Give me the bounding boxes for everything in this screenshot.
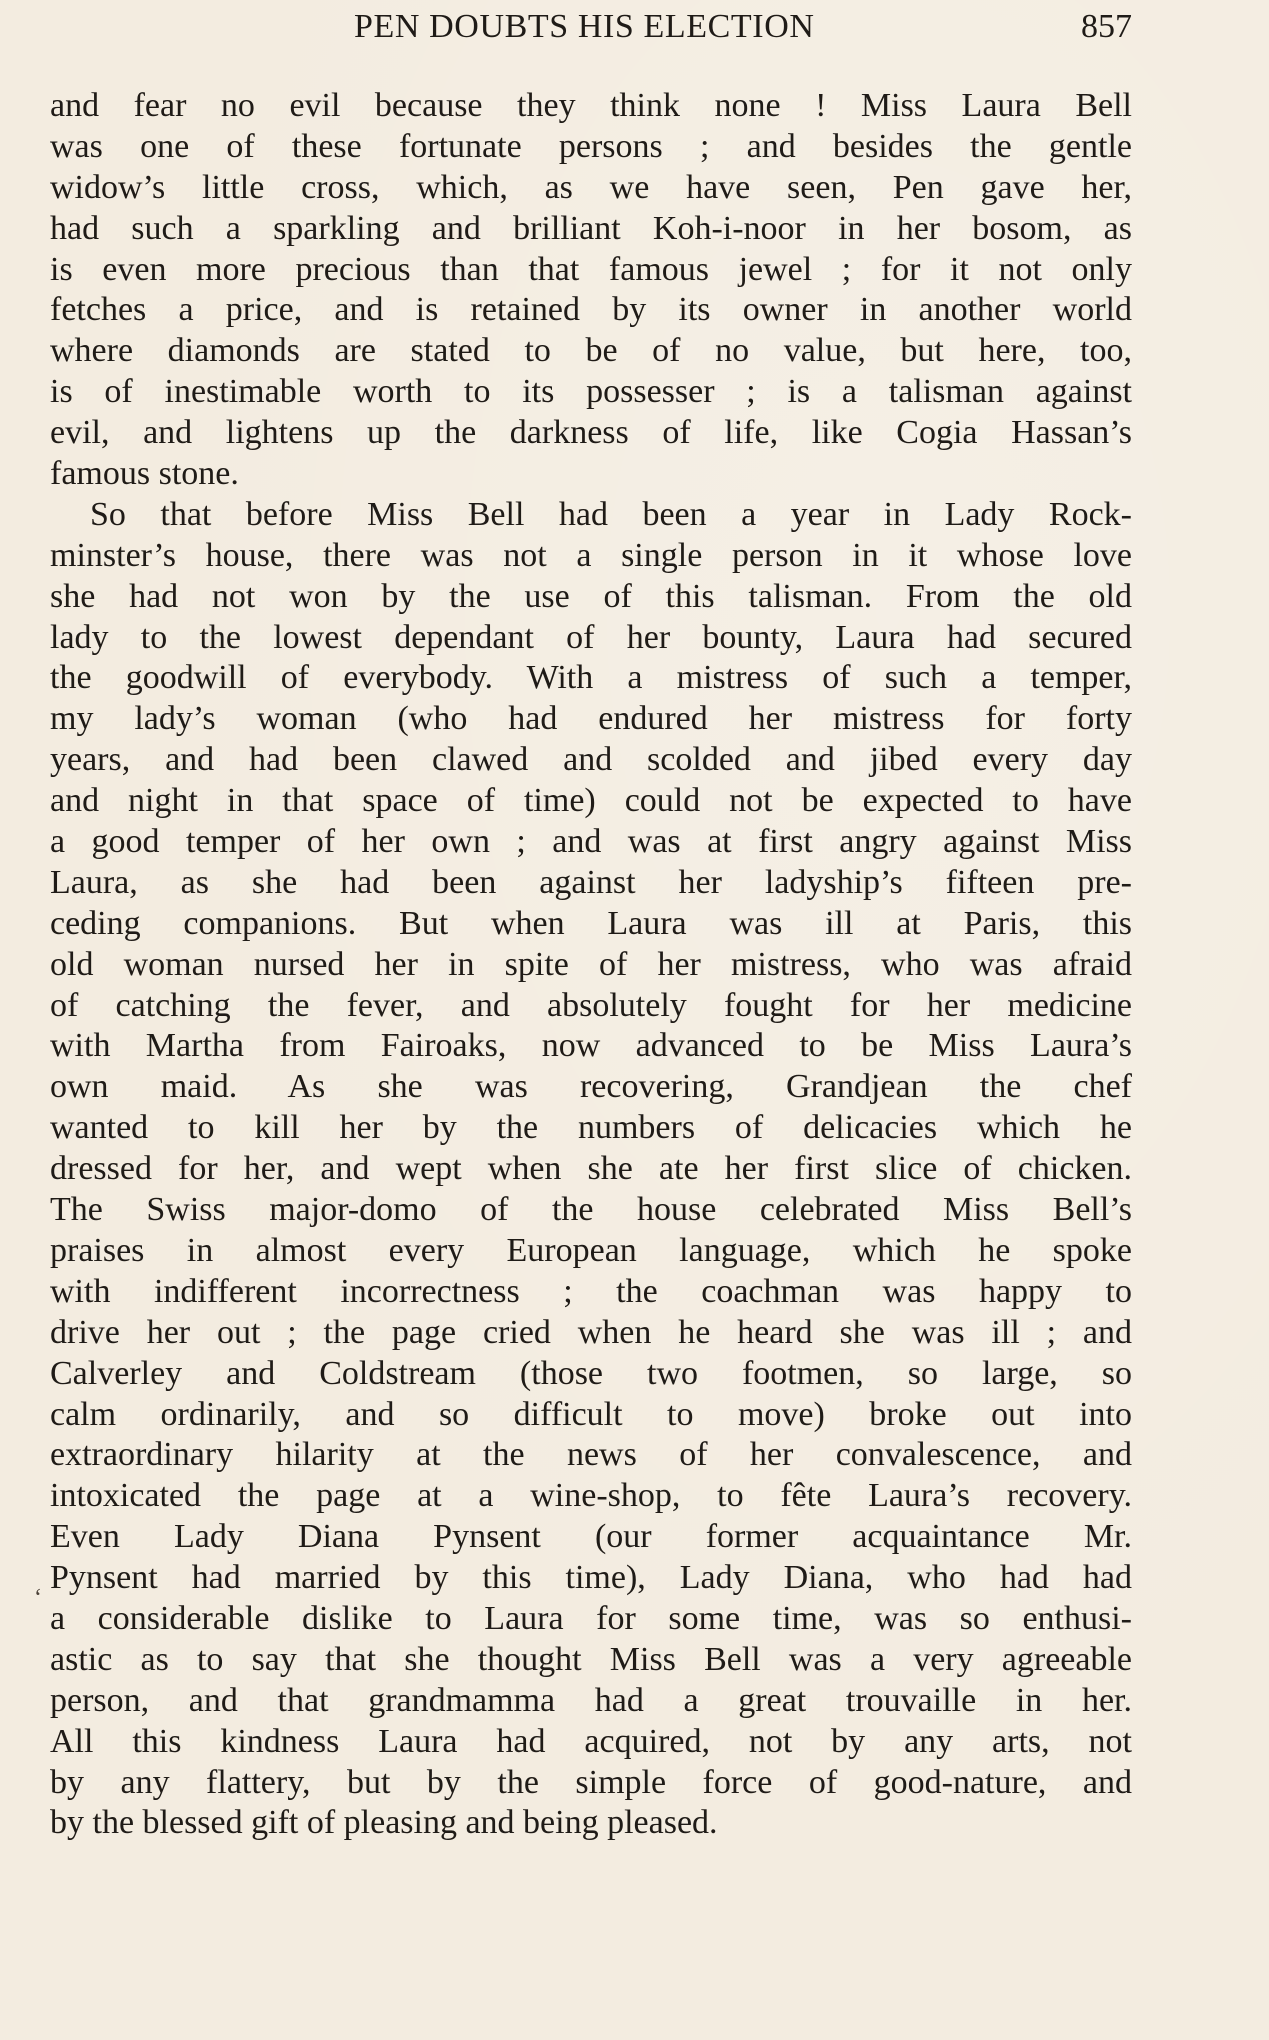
text-line: minster’s house, there was not a single person in it whose love [50, 536, 1132, 574]
text-line: drive her out ; the page cried when he heard she was ill ; and [50, 1313, 1132, 1351]
page-number: 857 [1081, 8, 1132, 45]
text-line: of catching the fever, and absolutely fought for her medicine [50, 986, 1132, 1024]
text-line: famous stone. [50, 455, 239, 493]
text-line: was one of these fortunate persons ; and besides the gentle [50, 127, 1132, 165]
text-line: by the blessed gift of pleasing and being pleased. [50, 1804, 718, 1842]
text-line: Calverley and Coldstream (those two footmen, so large, so [50, 1354, 1132, 1392]
text-line: lady to the lowest dependant of her bounty, Laura had secured [50, 618, 1132, 656]
text-line: and night in that space of time) could not be expected to have [50, 782, 1132, 820]
text-line: extraordinary hilarity at the news of her convalescence, and [50, 1436, 1132, 1474]
text-line: Even Lady Diana Pynsent (our former acquaintance Mr. [50, 1518, 1132, 1556]
text-line: wanted to kill her by the numbers of delicacies which he [50, 1109, 1132, 1147]
text-line: a considerable dislike to Laura for some time, was so enthusi- [50, 1599, 1132, 1637]
text-line: All this kindness Laura had acquired, not by any arts, not [50, 1722, 1132, 1760]
text-line: Pynsent had married by this time), Lady Diana, who had had [50, 1559, 1132, 1597]
text-line: the goodwill of everybody. With a mistress of such a temper, [50, 659, 1132, 697]
page-header [52, 8, 1132, 56]
text-line: widow’s little cross, which, as we have seen, Pen gave her, [50, 168, 1132, 206]
text-line: evil, and lightens up the darkness of life, like Cogia Hassan’s [50, 414, 1132, 452]
margin-mark: ‘ [34, 1585, 42, 1611]
text-line: praises in almost every European language, which he spoke [50, 1231, 1132, 1269]
text-line: calm ordinarily, and so difficult to move) broke out into [50, 1395, 1132, 1433]
text-line: is even more precious than that famous jewel ; for it not only [50, 250, 1132, 288]
running-title: PEN DOUBTS HIS ELECTION [354, 8, 815, 45]
text-line: had such a sparkling and brilliant Koh-i-noor in her bosom, as [50, 209, 1132, 247]
text-line: by any flattery, but by the simple force of good-nature, and [50, 1763, 1132, 1801]
text-line: she had not won by the use of this talisman. From the old [50, 577, 1132, 615]
text-line: person, and that grandmamma had a great trouvaille in her. [50, 1681, 1132, 1719]
text-line: astic as to say that she thought Miss Bell was a very agreeable [50, 1640, 1132, 1678]
text-line: ceding companions. But when Laura was ill at Paris, this [50, 904, 1132, 942]
text-line: a good temper of her own ; and was at first angry against Miss [50, 823, 1132, 861]
text-line: intoxicated the page at a wine-shop, to fête Laura’s recovery. [50, 1477, 1132, 1515]
text-line: my lady’s woman (who had endured her mistress for forty [50, 700, 1132, 738]
text-line: with indifferent incorrectness ; the coachman was happy to [50, 1272, 1132, 1310]
body-text [50, 86, 1132, 1844]
text-line: years, and had been clawed and scolded and jibed every day [50, 741, 1132, 779]
text-line: The Swiss major-domo of the house celebrated Miss Bell’s [50, 1191, 1132, 1229]
text-line: Laura, as she had been against her ladyship’s fifteen pre- [50, 863, 1132, 901]
paragraph-start-line: So that before Miss Bell had been a year in Lady Rock- [90, 495, 1132, 533]
text-line: with Martha from Fairoaks, now advanced to be Miss Laura’s [50, 1027, 1132, 1065]
text-line: own maid. As she was recovering, Grandjean the chef [50, 1068, 1132, 1106]
text-line: and fear no evil because they think none ! Miss Laura Bell [50, 87, 1132, 124]
text-line: fetches a price, and is retained by its owner in another world [50, 291, 1132, 329]
text-line: is of inestimable worth to its possesser ; is a talisman against [50, 373, 1132, 411]
text-line: old woman nursed her in spite of her mistress, who was afraid [50, 945, 1132, 983]
text-line: where diamonds are stated to be of no value, but here, too, [50, 332, 1132, 370]
text-line: dressed for her, and wept when she ate her first slice of chicken. [50, 1150, 1132, 1188]
